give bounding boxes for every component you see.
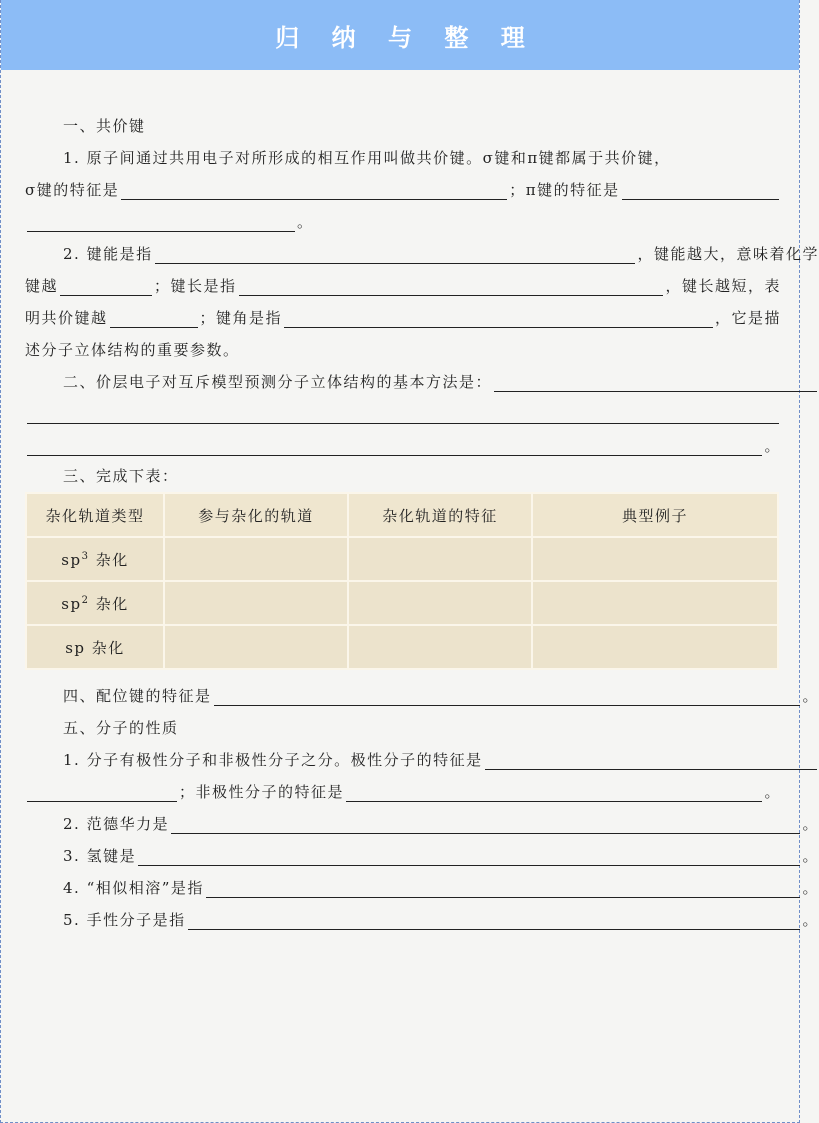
blank-sigma-feature[interactable]: [121, 181, 507, 200]
s5-q1-line1: 1. 分子有极性分子和非极性分子之分。极性分子的特征是: [25, 746, 819, 770]
table-header-row: [26, 493, 778, 537]
blank-polar-molecule-2[interactable]: [27, 783, 177, 802]
s1-p2-line3: 明共价键越 ；键角是指 ，它是描: [25, 309, 781, 327]
s2-line3: 。: [25, 432, 781, 456]
table-header-cell: 杂化轨道的特征: [348, 493, 532, 537]
s5-q1-line2: ；非极性分子的特征是 。: [25, 778, 781, 802]
table-row: [26, 625, 778, 669]
s1-p2-line4: 述分子立体结构的重要参数。: [25, 341, 240, 359]
s2-line2: [25, 400, 781, 424]
s1-p2-line2: 键越 ；键长是指 ，键长越短，表: [25, 277, 781, 295]
blank-van-der-waals[interactable]: [171, 815, 800, 834]
s1-p1-line3: 。: [25, 208, 781, 232]
table-row: [26, 537, 778, 581]
s1-p1-line1: 1. 原子间通过共用电子对所形成的相互作用叫做共价键。σ键和π键都属于共价键，: [63, 149, 671, 167]
blank-hydrogen-bond[interactable]: [138, 847, 800, 866]
s1-p2-line1: 2. 键能是指 ，键能越大，意味着化学: [63, 245, 819, 263]
table-cell[interactable]: [348, 581, 532, 625]
blank-chiral-molecule[interactable]: [188, 911, 801, 930]
table-row: [26, 581, 778, 625]
row-label: $sp^3$ 杂化: [26, 537, 164, 581]
table-header-cell: 杂化轨道类型: [26, 493, 164, 537]
blank-polar-molecule-1[interactable]: [485, 751, 817, 770]
s1-p1-line2: σ键的特征是 ；π键的特征是: [25, 176, 781, 200]
blank-vsepr-1[interactable]: [494, 373, 817, 392]
blank-bond-length[interactable]: [239, 277, 664, 296]
blank-bond-angle[interactable]: [284, 309, 713, 328]
blank-bond-energy[interactable]: [155, 245, 636, 264]
header-title: 归 纳 与 整 理: [275, 23, 537, 52]
table-header-cell: 参与杂化的轨道: [164, 493, 348, 537]
header-bar: [1, 0, 799, 70]
blank-pi-feature-end[interactable]: [27, 213, 295, 232]
blank-bond-stability[interactable]: [60, 277, 152, 296]
table-cell[interactable]: [348, 625, 532, 669]
blank-bond-strength[interactable]: [110, 309, 198, 328]
table-header-cell: 典型例子: [532, 493, 778, 537]
table-cell[interactable]: [532, 537, 778, 581]
section-2-heading: 二、价层电子对互斥模型预测分子立体结构的基本方法是：: [25, 368, 819, 392]
blank-pi-feature-start[interactable]: [622, 181, 779, 200]
s5-q5: 5. 手性分子是指 。: [63, 911, 819, 929]
s5-q4: 4. “相似相溶”是指 。: [63, 879, 819, 897]
s5-q2: 2. 范德华力是 。: [63, 815, 819, 833]
table-cell[interactable]: [164, 537, 348, 581]
section-4-heading: 四、配位键的特征是 。: [63, 687, 819, 705]
blank-nonpolar-molecule[interactable]: [346, 783, 762, 802]
blank-like-dissolves-like[interactable]: [206, 879, 801, 898]
blank-coordinate-bond[interactable]: [214, 687, 801, 706]
table-cell[interactable]: [164, 581, 348, 625]
hybridization-table: [25, 492, 779, 670]
table-cell[interactable]: [532, 581, 778, 625]
section-1-heading: 一、共价键: [63, 117, 146, 135]
table-cell[interactable]: [348, 537, 532, 581]
blank-vsepr-2[interactable]: [27, 405, 779, 424]
row-label: $sp^2$ 杂化: [26, 581, 164, 625]
table-cell[interactable]: [532, 625, 778, 669]
section-3-heading: 三、完成下表：: [63, 467, 179, 485]
blank-vsepr-3[interactable]: [27, 437, 762, 456]
table-cell[interactable]: [164, 625, 348, 669]
s5-q3: 3. 氢键是 。: [63, 847, 819, 865]
section-5-heading: 五、分子的性质: [63, 719, 179, 737]
row-label: sp 杂化: [26, 625, 164, 669]
